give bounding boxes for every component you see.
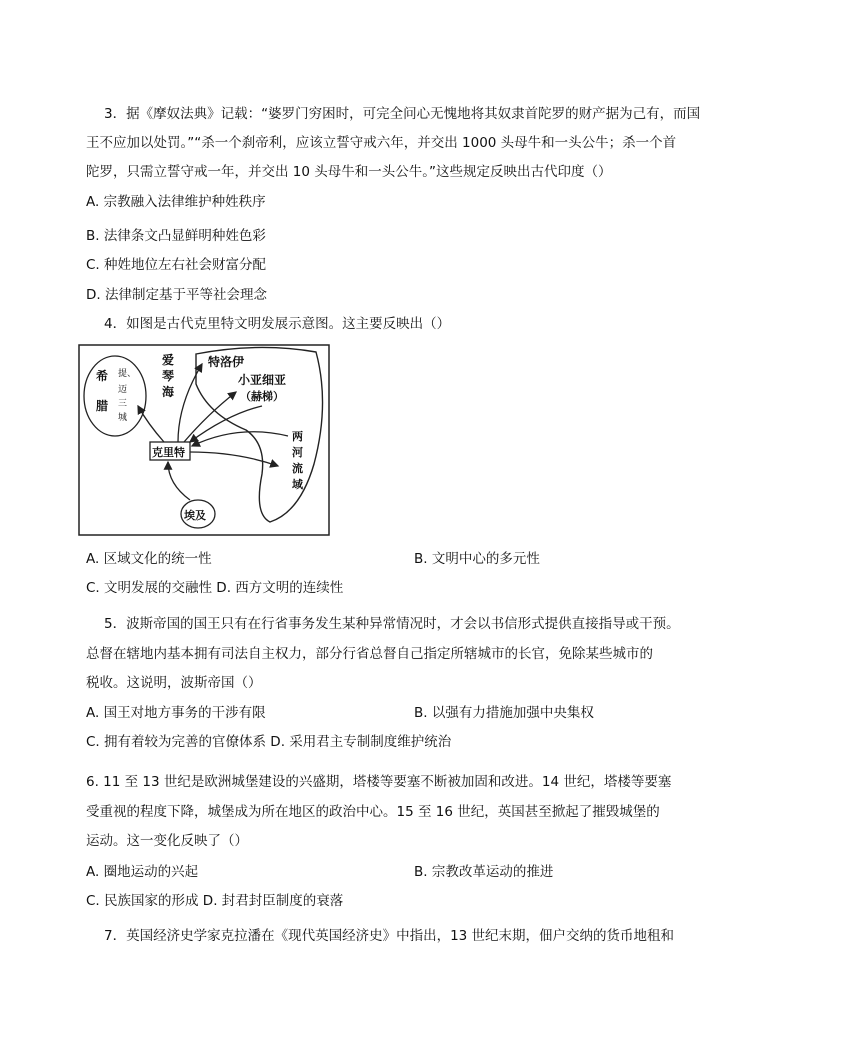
q4-option-a: A. 区域文化的统一性	[86, 551, 212, 567]
greece-label-1: 希	[96, 369, 109, 383]
arrow-crete-to-greece	[138, 406, 164, 442]
greece-ellipse	[84, 356, 146, 436]
q6-option-a: A. 圈地运动的兴起	[86, 864, 199, 880]
q7-line-1: 7．英国经济史学家克拉潘在《现代英国经济史》中指出，13 世纪末期，佃户交纳的货币地租和	[104, 928, 675, 944]
q5-option-a: A. 国王对地方事务的干涉有限	[86, 705, 266, 721]
aegean-label-2: 琴	[162, 369, 175, 383]
q4-option-b: B. 文明中心的多元性	[414, 551, 540, 567]
greece-label-2: 腊	[96, 399, 109, 413]
q6-line-1: 6. 11 至 13 世纪是欧洲城堡建设的兴盛期，塔楼等要塞不断被加固和改进。14 世纪，塔楼等要塞	[86, 774, 672, 790]
hittite-label: （赫梯）	[240, 390, 284, 403]
mycenae-label-1: 提、	[118, 369, 137, 379]
q5-line-3: 税收。这说明，波斯帝国（）	[86, 675, 262, 691]
arrow-crete-to-troy	[178, 364, 202, 442]
crete-civilization-map	[78, 344, 330, 536]
q3-option-c: C. 种姓地位左右社会财富分配	[86, 257, 267, 273]
q4-option-cd: C. 文明发展的交融性 D. 西方文明的连续性	[86, 580, 344, 596]
q5-option-b: B. 以强有力措施加强中央集权	[414, 705, 594, 721]
asia-minor-label: 小亚细亚	[238, 373, 287, 387]
q6-option-cd: C. 民族国家的形成 D. 封君封臣制度的衰落	[86, 893, 344, 909]
troy-label: 特洛伊	[208, 355, 245, 369]
egypt-label: 埃及	[184, 509, 206, 522]
q3-line-3: 陀罗，只需立誓守戒一年，并交出 10 头母牛和一头公牛。”这些规定反映出古代印度（）	[86, 164, 612, 180]
arrow-crete-to-mesopotamia	[190, 452, 278, 466]
arrow-egypt-to-crete	[168, 462, 190, 500]
q5-line-1: 5．波斯帝国的国王只有在行省事务发生某种异常情况时，才会以书信形式提供直接指导或干预。	[104, 616, 680, 632]
mycenae-label-4: 城	[118, 413, 128, 423]
q6-line-3: 运动。这一变化反映了（）	[86, 833, 248, 849]
meso-label-2: 河	[292, 446, 303, 459]
aegean-label-1: 爱	[162, 353, 175, 367]
q6-line-2: 受重视的程度下降，城堡成为所在地区的政治中心。15 至 16 世纪，英国甚至掀起了摧毁城堡的	[86, 804, 660, 820]
crete-label: 克里特	[152, 446, 185, 459]
q3-option-d: D. 法律制定基于平等社会理念	[86, 287, 267, 303]
q3-option-b: B. 法律条文凸显鲜明种姓色彩	[86, 228, 266, 244]
aegean-label-3: 海	[162, 385, 175, 399]
q3-line-1: 3．据《摩奴法典》记载：“婆罗门穷困时，可完全问心无愧地将其奴隶首陀罗的财产据为己有，而国	[104, 106, 701, 122]
q6-option-b: B. 宗教改革运动的推进	[414, 864, 554, 880]
mycenae-label-3: 三	[118, 399, 128, 409]
meso-label-1: 两	[292, 430, 303, 443]
arrow-mesopotamia-to-crete	[192, 432, 288, 446]
meso-label-3: 流	[292, 462, 303, 475]
q3-option-a: A. 宗教融入法律维护种姓秩序	[86, 194, 266, 210]
meso-label-4: 域	[292, 478, 303, 491]
mycenae-label-2: 迈	[118, 385, 128, 395]
q4-stem: 4．如图是古代克里特文明发展示意图。这主要反映出（）	[104, 316, 451, 332]
q5-option-cd: C. 拥有着较为完善的官僚体系 D. 采用君主专制制度维护统治	[86, 734, 452, 750]
q3-line-2: 王不应加以处罚。”“杀一个刹帝利，应该立誓守戒六年，并交出 1000 头母牛和一头公牛；杀一个首	[86, 135, 677, 151]
q5-line-2: 总督在辖地内基本拥有司法自主权力，部分行省总督自己指定所辖城市的长官，免除某些城市的	[86, 646, 653, 662]
